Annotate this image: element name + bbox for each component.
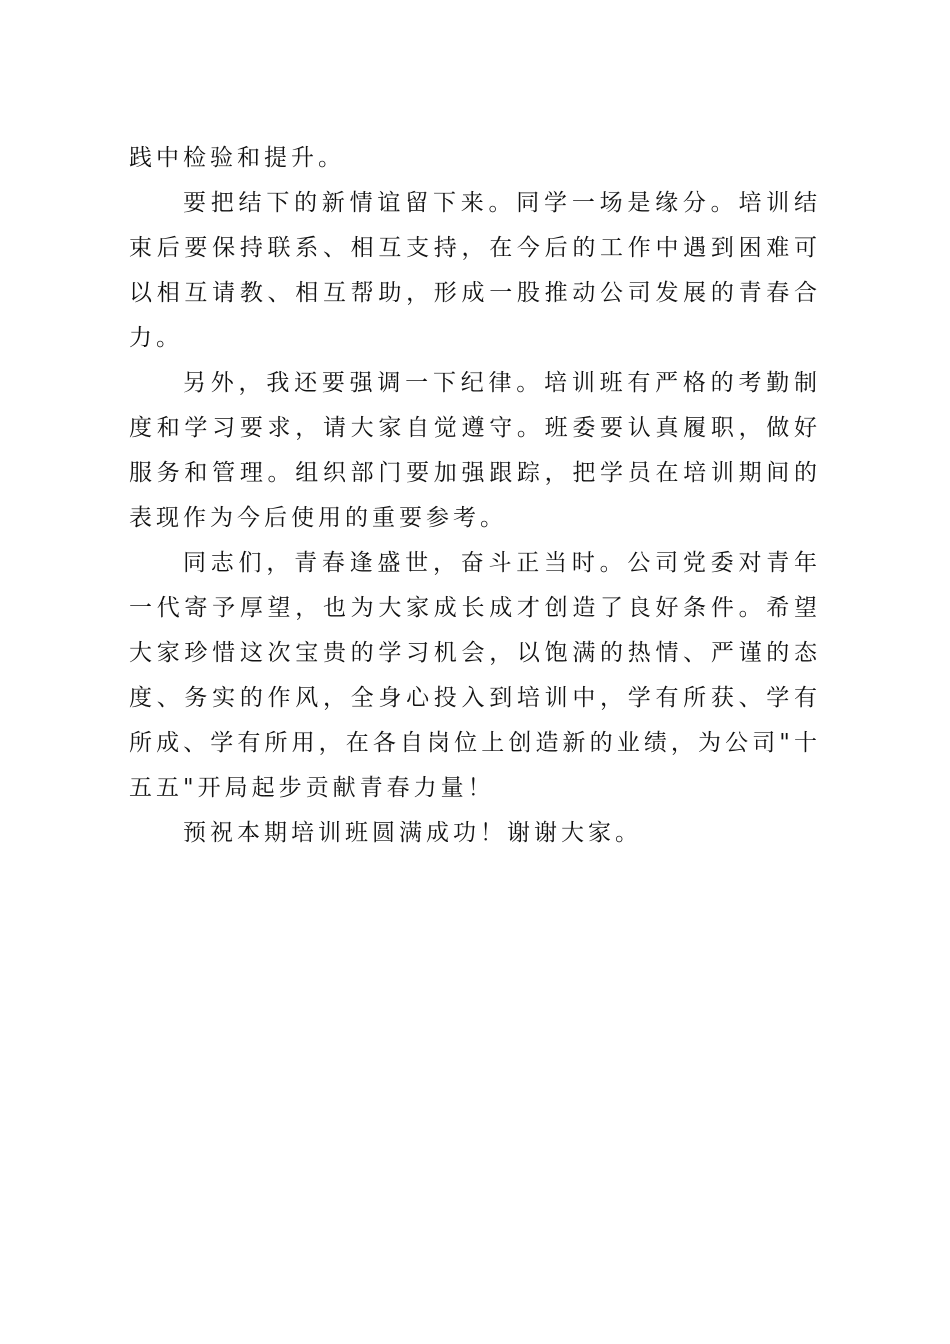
document-body [129,136,821,856]
paragraph-continued: 践中检验和提升。 [129,145,345,171]
paragraph-wishes: 预祝本期培训班圆满成功！谢谢大家。 [183,820,642,846]
paragraph-discipline: 另外，我还要强调一下纪律。培训班有严格的考勤制度和学习要求，请大家自觉遵守。班委要认真履职，做好服务和管理。组织部门要加强跟踪，把学员在培训期间的表现作为今后使用的重要参考。 [129,370,821,531]
paragraph-closing-remarks: 同志们，青春逢盛世，奋斗正当时。公司党委对青年一代寄予厚望，也为大家成长成才创造了良好条件。希望大家珍惜这次宝贵的学习机会，以饱满的热情、严谨的态度、务实的作风，全身心投入到培训中，学有所获、学有所成、学有所用，在各自岗位上创造新的业绩，为公司"十五五"开局起步贡献青春力量！ [129,550,821,801]
paragraph-friendship: 要把结下的新情谊留下来。同学一场是缘分。培训结束后要保持联系、相互支持，在今后的工作中遇到困难可以相互请教、相互帮助，形成一股推动公司发展的青春合力。 [129,190,821,351]
